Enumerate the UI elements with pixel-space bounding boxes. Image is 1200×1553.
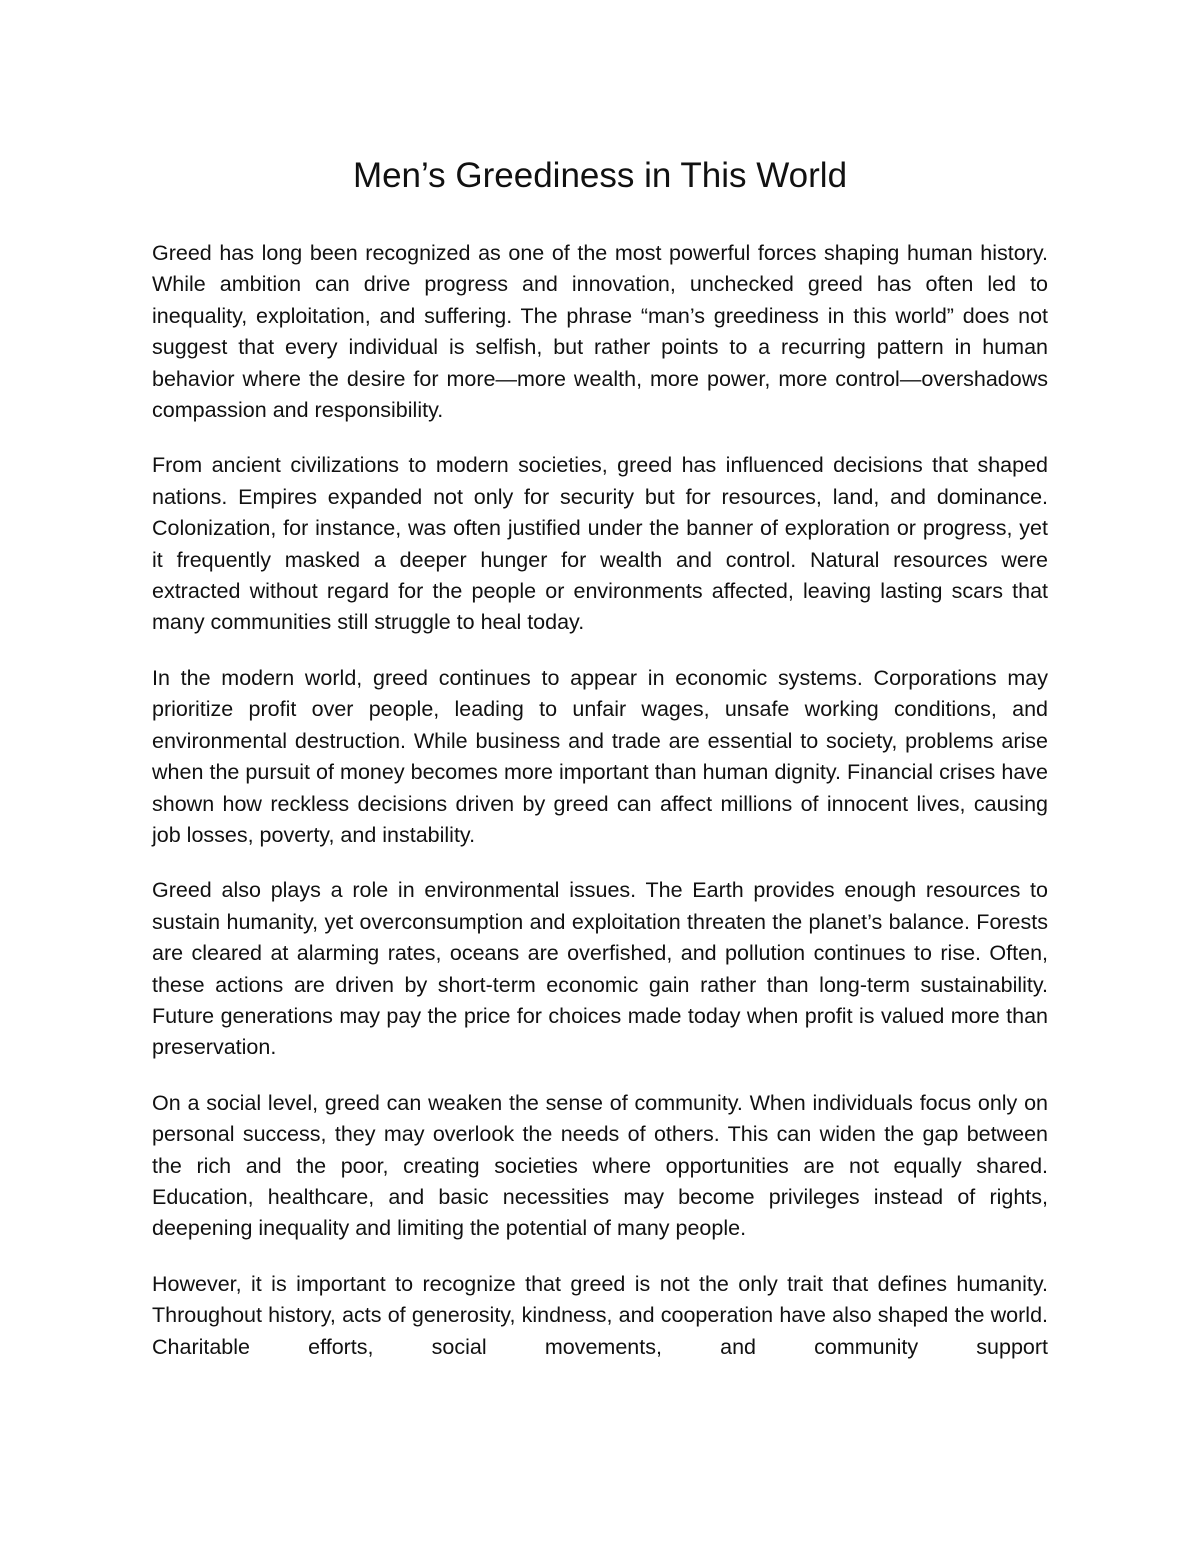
paragraph-6: However, it is important to recognize that greed is not the only trait that defines humanity. Throughout history, acts of generosity, kindness, and cooperation have also shaped the world. Charitable efforts, social movements, and community support bbox=[152, 1271, 1048, 1359]
paragraph-4: Greed also plays a role in environmental issues. The Earth provides enough resources to sustain humanity, yet overconsumption and exploitation threaten the planet’s balance. Forests are cleared at alarming rates, oceans are overfished, and pollution continues to rise. Often, these actions are driven by short-term economic gain rather than long-term sustainability. Future generations may pay the price for choices made today when profit is valued more than preservation. bbox=[152, 878, 1048, 1060]
paragraph-3: In the modern world, greed continues to appear in economic systems. Corporations may prioritize profit over people, leading to unfair wages, unsafe working conditions, and environmental destruction. While business and trade are essential to society, problems arise when the pursuit of money becomes more important than human dignity. Financial crises have shown how reckless decisions driven by greed can affect millions of innocent lives, causing job losses, poverty, and instability. bbox=[152, 665, 1048, 847]
paragraph-1: Greed has long been recognized as one of the most powerful forces shaping human history. While ambition can drive progress and innovation, unchecked greed has often led to inequality, exploitation, and suffering. The phrase “man’s greediness in this world” does not suggest that every individual is selfish, but rather points to a recurring pattern in human behavior where the desire for more—more wealth, more power, more control—overshadows compassion and responsibility. bbox=[152, 241, 1048, 423]
document-body bbox=[152, 238, 1048, 1387]
paragraph-2: From ancient civilizations to modern societies, greed has influenced decisions that shaped nations. Empires expanded not only for security but for resources, land, and dominance. Colonization, for instance, was often justified under the banner of exploration or progress, yet it frequently masked a deeper hunger for wealth and control. Natural resources were extracted without regard for the people or environments affected, leaving lasting scars that many communities still struggle to heal today. bbox=[152, 453, 1048, 635]
document-title: Men’s Greediness in This World bbox=[352, 156, 848, 195]
paragraph-5: On a social level, greed can weaken the sense of community. When individuals focus only on personal success, they may overlook the needs of others. This can widen the gap between the rich and the poor, creating societies where opportunities are not equally shared. Education, healthcare, and basic necessities may become privileges instead of rights, deepening inequality and limiting the potential of many people. bbox=[152, 1090, 1048, 1241]
